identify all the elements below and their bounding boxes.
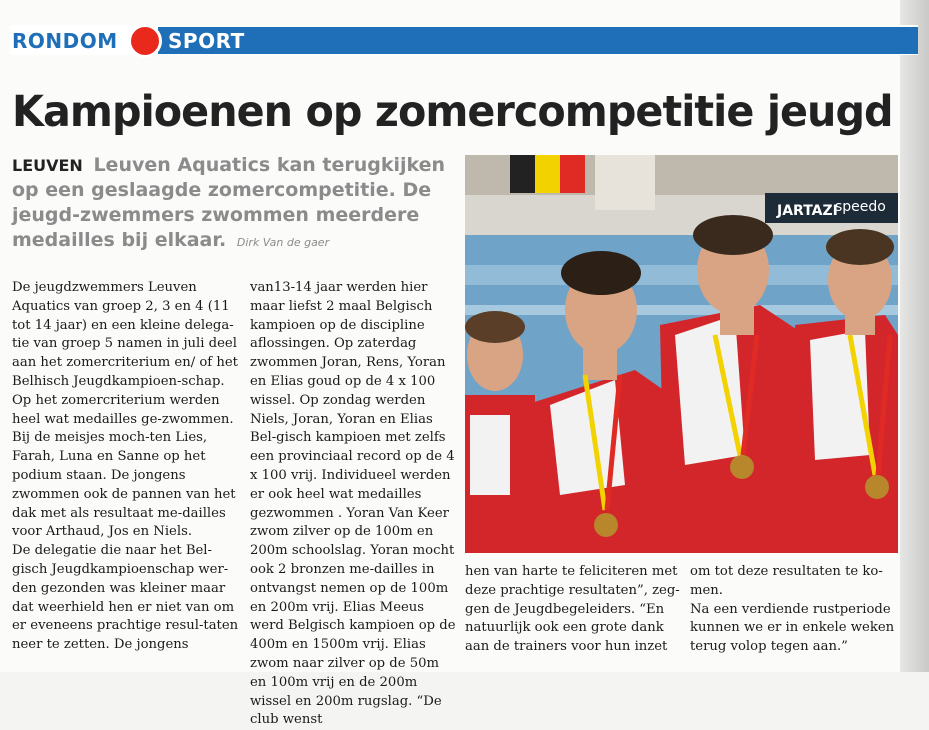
article-lead	[12, 153, 457, 255]
article-headline: Kampioenen op zomercompetitie jeugd	[12, 87, 893, 137]
body-paragraph: De jeugdzwemmers Leuven Aquatics van groep 2, 3 en 4 (11 tot 14 jaar) en een kleine delega-tie van groep 5 namen in juli deel aan het zomercriterium en/ of het Belhisch Jeugdkampioen-schap. Op het zomercriterium werden heel wat medailles ge-zwommen. Bij de meisjes moch-ten Lies, Farah, Luna en Sanne op het podium staan. De jongens zwommen ook de pannen van het dak met als resultaat me-dailles voor Arthaud, Jos en Niels.	[12, 280, 238, 540]
body-column-1	[12, 279, 240, 655]
rubric-dot-icon	[128, 24, 162, 58]
body-paragraph: van13-14 jaar werden hier maar liefst 2 maal Belgisch kampioen op de discipline aflossingen. Op zaterdag zwommen Joran, Rens, Yoran en Elias goud op de 4 x 100 wissel. Op zondag werden Niels, Joran, Yoran en Elias Bel-gisch kampioen met zelfs een provinciaal record op de 4 x 100 vrij. Individueel werden er ook heel wat medailles gezwommen . Yoran Van Keer zwom zilver op de 100m en 200m schoolslag. Yoran mocht ook 2 bronzen me-dailles in ontvangst nemen op de 100m en 200m vrij. Elias Meeus werd Belgisch kampioen op de 400m en 1500m vrij. Elias zwom naar zilver op de 50m en 100m vrij en de 200m wissel en 200m rugslag. “De club wenst	[250, 280, 456, 728]
sponsor-banner-text: JARTAZI	[777, 203, 838, 219]
rubric-label-sport: SPORT	[168, 29, 245, 53]
dateline-place: LEUVEN	[12, 156, 83, 175]
author-byline: Dirk Van de gaer	[236, 236, 330, 249]
sponsor-banner-text: speedo	[835, 199, 886, 215]
body-paragraph: om tot deze resultaten te ko-men.	[690, 564, 883, 598]
body-paragraph: hen van harte te feliciteren met deze prachtige resultaten”, zeg-gen de Jeugdbegeleiders. “En natuurlijk ook een grote dank aan de trainers voor hun inzet	[465, 564, 680, 655]
rubric-band-blue	[158, 27, 918, 54]
body-paragraph: De delegatie die naar het Bel-gisch Jeugdkampioenschap wer-den gezonden was kleiner maar dat weerhield hen er niet van om er eveneens prachtige resul-taten neer te zetten. De jongens	[12, 543, 239, 653]
article-photo	[465, 155, 898, 553]
body-column-2	[250, 279, 456, 730]
swimmers-photo-illustration	[465, 155, 898, 553]
rubric-label-rondom: RONDOM	[12, 29, 118, 53]
body-paragraph: Na een verdiende rustperiode kunnen we er in enkele weken terug volop tegen aan.”	[690, 601, 895, 655]
body-column-4	[690, 563, 895, 657]
page-edge-shadow	[900, 0, 929, 672]
lead-text: Leuven Aquatics kan terugkijken op een geslaagde zomercompetitie. De jeugd-zwemmers zwommen meerdere medailles bij elkaar.	[12, 154, 446, 251]
body-column-3	[465, 563, 680, 657]
